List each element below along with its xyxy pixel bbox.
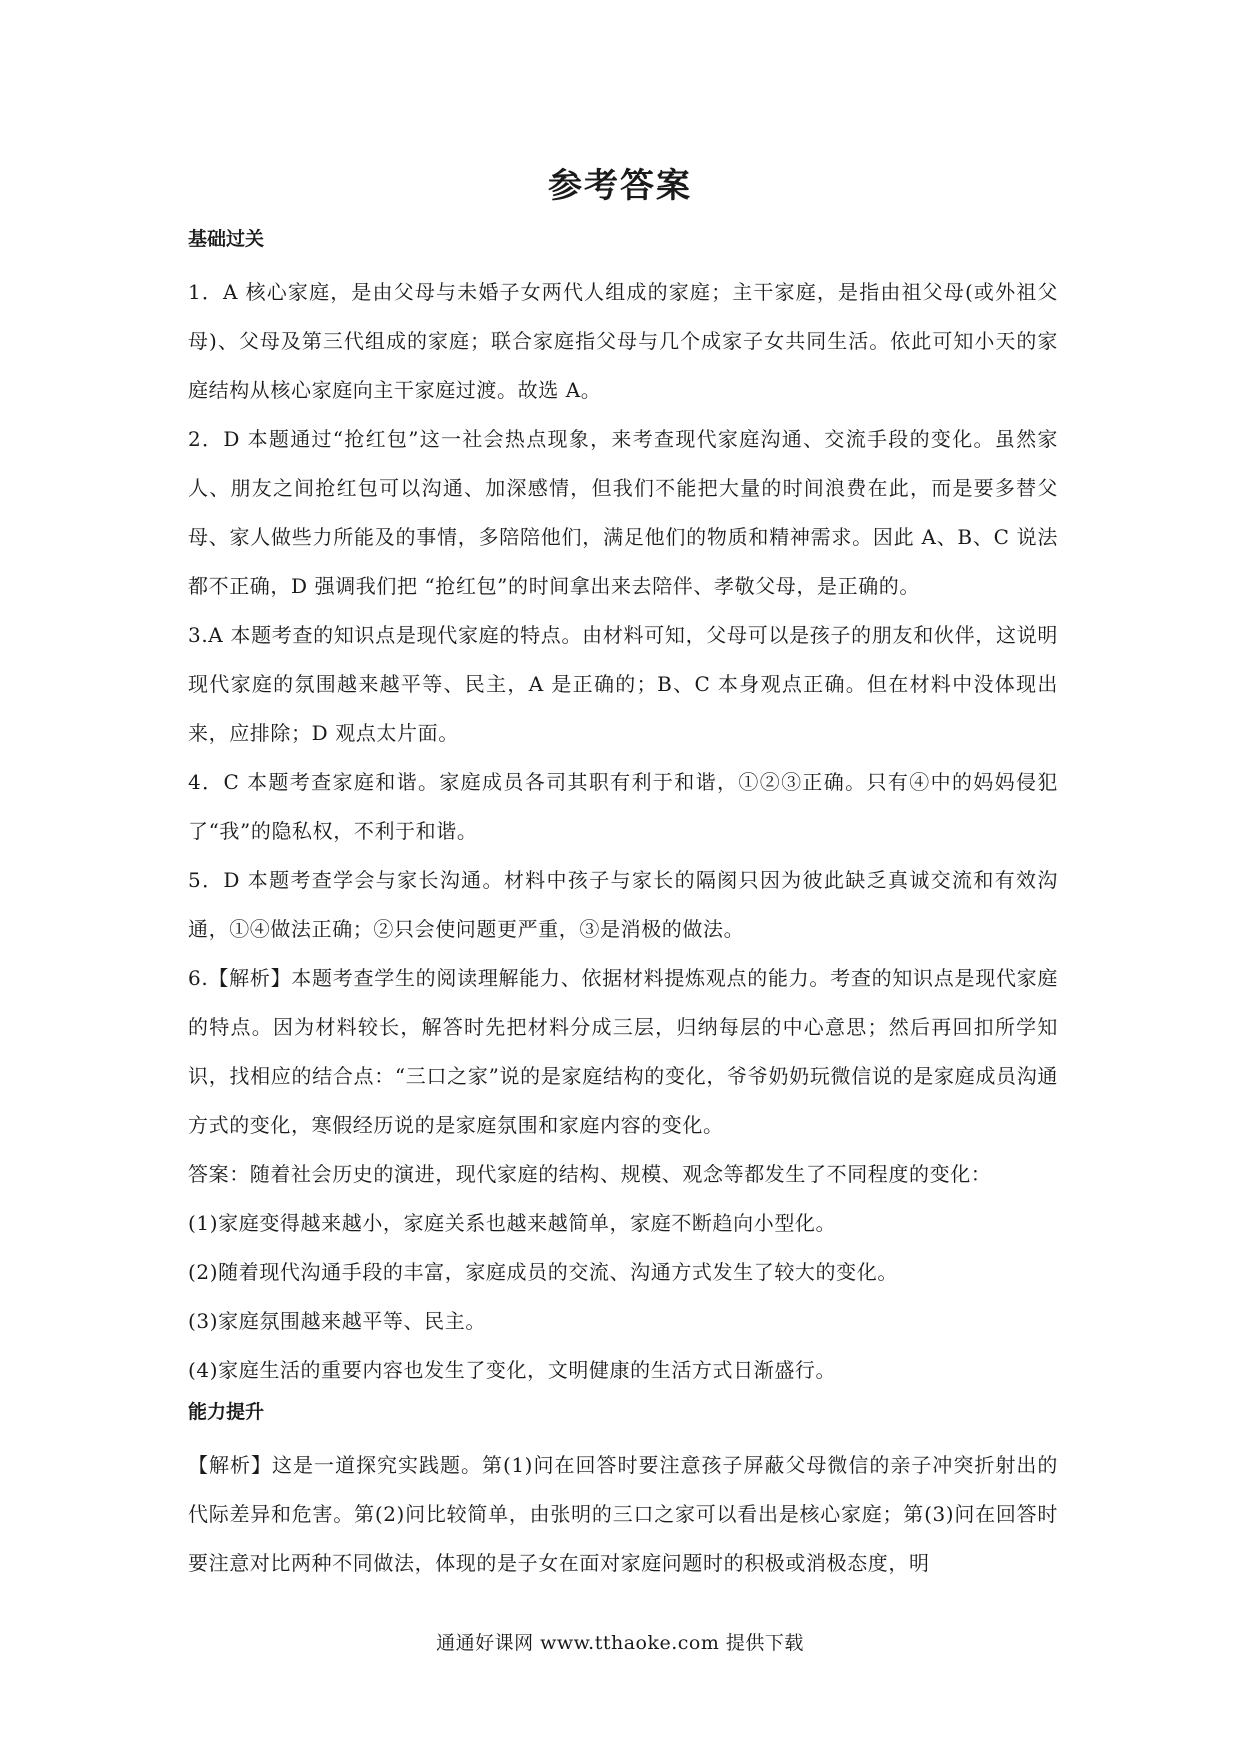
answer-intro: 答案：随着社会历史的演进，现代家庭的结构、规模、观念等都发生了不同程度的变化：: [188, 1162, 992, 1186]
answer-item-4: 4．C 本题考查家庭和谐。家庭成员各司其职有利于和谐，①②③正确。只有④中的妈妈侵犯了“我”的隐私权，不利于和谐。: [188, 770, 1058, 843]
advanced-analysis: 【解析】这是一道探究实践题。第(1)问在回答时要注意孩子屏蔽父母微信的亲子冲突折射出的代际差异和危害。第(2)问比较简单，由张明的三口之家可以看出是核心家庭；第(3)问在回答时要注意对比两种不同做法，体现的是子女在面对家庭问题时的积极或消极态度，明: [188, 1453, 1058, 1575]
answer-content: [188, 226, 1058, 1588]
answer-item-2: 2．D 本题通过“抢红包”这一社会热点现象，来考查现代家庭沟通、交流手段的变化。虽然家人、朋友之间抢红包可以沟通、加深感情，但我们不能把大量的时间浪费在此，而是要多替父母、家人做些力所能及的事情，多陪陪他们，满足他们的物质和精神需求。因此 A、B、C 说法都不正确，D 强调我们把 “抢红包”的时间拿出来去陪伴、孝敬父母，是正确的。: [188, 427, 1058, 598]
answer-item-5: 5．D 本题考查学会与家长沟通。材料中孩子与家长的隔阂只因为彼此缺乏真诚交流和有效沟通，①④做法正确；②只会使问题更严重，③是消极的做法。: [188, 868, 1058, 941]
answer-item-6: 6.【解析】本题考查学生的阅读理解能力、依据材料提炼观点的能力。考查的知识点是现代家庭的特点。因为材料较长，解答时先把材料分成三层，归纳每层的中心意思；然后再回扣所学知识，找相应的结合点：“三口之家”说的是家庭结构的变化，爷爷奶奶玩微信说的是家庭成员沟通方式的变化，寒假经历说的是家庭氛围和家庭内容的变化。: [188, 966, 1058, 1137]
answer-point-1: (1)家庭变得越来越小，家庭关系也越来越简单，家庭不断趋向小型化。: [188, 1211, 837, 1235]
answer-point-4: (4)家庭生活的重要内容也发生了变化，文明健康的生活方式日渐盛行。: [188, 1358, 837, 1382]
answer-item-1: 1．A 核心家庭，是由父母与未婚子女两代人组成的家庭；主干家庭，是指由祖父母(或外祖父母)、父母及第三代组成的家庭；联合家庭指父母与几个成家子女共同生活。依此可知小天的家庭结构从核心家庭向主干家庭过渡。故选 A。: [188, 280, 1058, 402]
page-title: 参考答案: [548, 166, 692, 206]
answer-item-3: 3.A 本题考查的知识点是现代家庭的特点。由材料可知，父母可以是孩子的朋友和伙伴，这说明现代家庭的氛围越来越平等、民主，A 是正确的；B、C 本身观点正确。但在材料中没体现出来，应排除；D 观点太片面。: [188, 623, 1058, 745]
answer-point-3: (3)家庭氛围越来越平等、民主。: [188, 1309, 486, 1333]
answer-point-2: (2)随着现代沟通手段的丰富，家庭成员的交流、沟通方式发生了较大的变化。: [188, 1260, 898, 1284]
section-heading-basic: 基础过关: [188, 228, 265, 250]
page-footer: 通通好课网 www.tthaoke.com 提供下载: [436, 1632, 804, 1654]
section-heading-advanced: 能力提升: [188, 1401, 265, 1423]
